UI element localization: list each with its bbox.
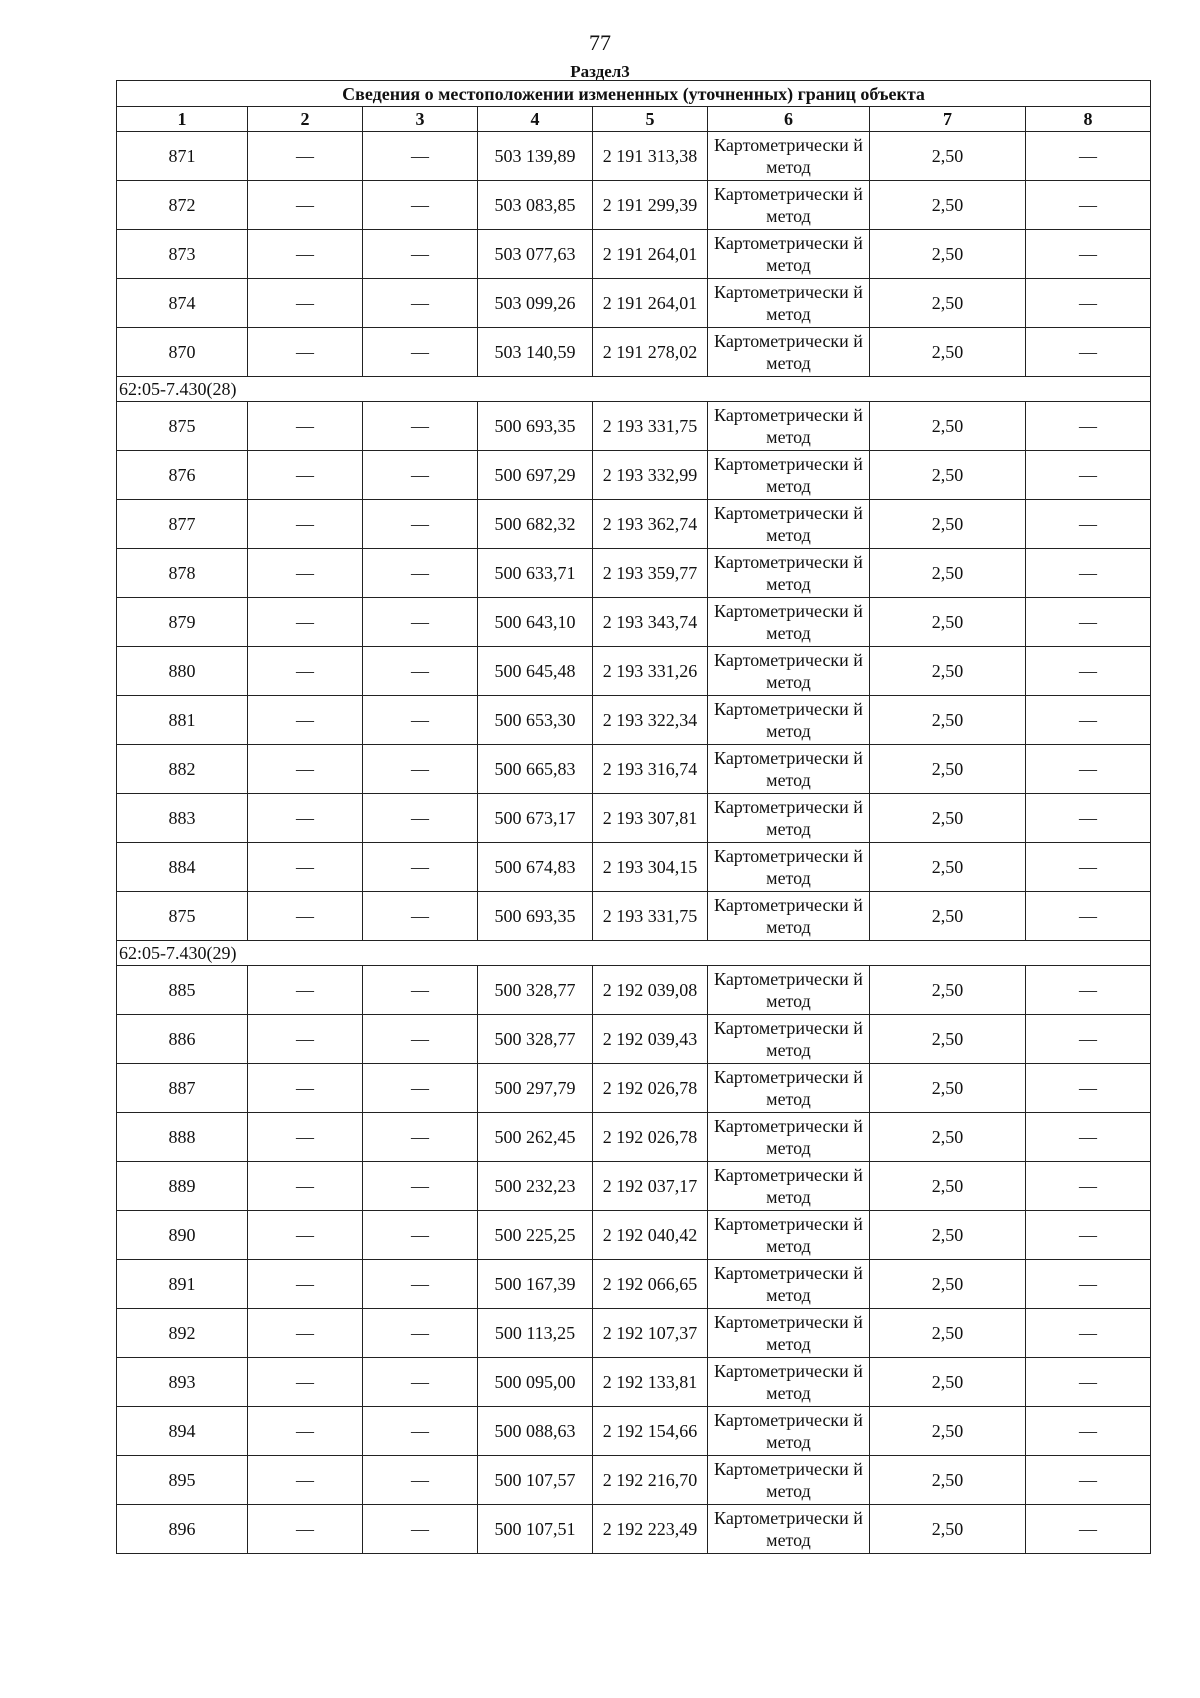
y-coordinate-cell: 2 193 362,74 xyxy=(593,500,708,549)
accuracy-cell: 2,50 xyxy=(870,402,1026,451)
accuracy-cell: 2,50 xyxy=(870,549,1026,598)
point-number-cell: 883 xyxy=(117,794,248,843)
table-row xyxy=(117,1113,1151,1162)
y-coordinate-cell: 2 192 154,66 xyxy=(593,1407,708,1456)
col8-cell: — xyxy=(1026,500,1151,549)
col8-cell: — xyxy=(1026,1358,1151,1407)
col3-cell: — xyxy=(363,1358,478,1407)
col3-cell: — xyxy=(363,1505,478,1554)
table-row xyxy=(117,696,1151,745)
x-coordinate-cell: 503 099,26 xyxy=(478,279,593,328)
y-coordinate-cell: 2 192 066,65 xyxy=(593,1260,708,1309)
col2-cell: — xyxy=(248,328,363,377)
col8-cell: — xyxy=(1026,1260,1151,1309)
col3-cell: — xyxy=(363,279,478,328)
col3-cell: — xyxy=(363,1162,478,1211)
method-cell: Картометрически й метод xyxy=(708,966,870,1015)
x-coordinate-cell: 500 693,35 xyxy=(478,402,593,451)
col2-cell: — xyxy=(248,598,363,647)
table-row xyxy=(117,279,1151,328)
col2-cell: — xyxy=(248,181,363,230)
accuracy-cell: 2,50 xyxy=(870,132,1026,181)
method-cell: Картометрически й метод xyxy=(708,647,870,696)
table-row xyxy=(117,966,1151,1015)
y-coordinate-cell: 2 192 037,17 xyxy=(593,1162,708,1211)
y-coordinate-cell: 2 193 331,75 xyxy=(593,402,708,451)
accuracy-cell: 2,50 xyxy=(870,230,1026,279)
col3-cell: — xyxy=(363,132,478,181)
col8-cell: — xyxy=(1026,892,1151,941)
col3-cell: — xyxy=(363,794,478,843)
col8-cell: — xyxy=(1026,1211,1151,1260)
y-coordinate-cell: 2 192 107,37 xyxy=(593,1309,708,1358)
method-cell: Картометрически й метод xyxy=(708,598,870,647)
col2-cell: — xyxy=(248,1309,363,1358)
accuracy-cell: 2,50 xyxy=(870,1162,1026,1211)
method-cell: Картометрически й метод xyxy=(708,279,870,328)
col2-cell: — xyxy=(248,892,363,941)
point-number-cell: 888 xyxy=(117,1113,248,1162)
x-coordinate-cell: 500 328,77 xyxy=(478,1015,593,1064)
cadastral-group-label: 62:05-7.430(28) xyxy=(117,377,1151,402)
x-coordinate-cell: 500 674,83 xyxy=(478,843,593,892)
col3-cell: — xyxy=(363,1064,478,1113)
accuracy-cell: 2,50 xyxy=(870,1456,1026,1505)
method-cell: Картометрически й метод xyxy=(708,181,870,230)
col2-cell: — xyxy=(248,1456,363,1505)
col2-cell: — xyxy=(248,696,363,745)
point-number-cell: 891 xyxy=(117,1260,248,1309)
y-coordinate-cell: 2 193 307,81 xyxy=(593,794,708,843)
col2-cell: — xyxy=(248,1211,363,1260)
accuracy-cell: 2,50 xyxy=(870,1358,1026,1407)
point-number-cell: 872 xyxy=(117,181,248,230)
x-coordinate-cell: 500 653,30 xyxy=(478,696,593,745)
y-coordinate-cell: 2 193 359,77 xyxy=(593,549,708,598)
method-cell: Картометрически й метод xyxy=(708,1456,870,1505)
col8-cell: — xyxy=(1026,451,1151,500)
col8-cell: — xyxy=(1026,132,1151,181)
table-row xyxy=(117,1309,1151,1358)
column-header: 6 xyxy=(708,107,870,132)
y-coordinate-cell: 2 191 278,02 xyxy=(593,328,708,377)
col2-cell: — xyxy=(248,966,363,1015)
y-coordinate-cell: 2 192 039,43 xyxy=(593,1015,708,1064)
y-coordinate-cell: 2 191 313,38 xyxy=(593,132,708,181)
col8-cell: — xyxy=(1026,181,1151,230)
col3-cell: — xyxy=(363,1456,478,1505)
col3-cell: — xyxy=(363,892,478,941)
column-header: 1 xyxy=(117,107,248,132)
x-coordinate-cell: 500 167,39 xyxy=(478,1260,593,1309)
col2-cell: — xyxy=(248,647,363,696)
method-cell: Картометрически й метод xyxy=(708,696,870,745)
point-number-cell: 896 xyxy=(117,1505,248,1554)
col8-cell: — xyxy=(1026,549,1151,598)
table-row xyxy=(117,1407,1151,1456)
col3-cell: — xyxy=(363,696,478,745)
y-coordinate-cell: 2 192 026,78 xyxy=(593,1113,708,1162)
col3-cell: — xyxy=(363,745,478,794)
table-row xyxy=(117,647,1151,696)
y-coordinate-cell: 2 191 264,01 xyxy=(593,230,708,279)
accuracy-cell: 2,50 xyxy=(870,1309,1026,1358)
col2-cell: — xyxy=(248,1358,363,1407)
col2-cell: — xyxy=(248,1407,363,1456)
y-coordinate-cell: 2 193 332,99 xyxy=(593,451,708,500)
group-header-row xyxy=(117,377,1151,402)
point-number-cell: 880 xyxy=(117,647,248,696)
y-coordinate-cell: 2 192 040,42 xyxy=(593,1211,708,1260)
accuracy-cell: 2,50 xyxy=(870,745,1026,794)
point-number-cell: 876 xyxy=(117,451,248,500)
col2-cell: — xyxy=(248,132,363,181)
x-coordinate-cell: 500 665,83 xyxy=(478,745,593,794)
table-body xyxy=(117,132,1151,1554)
y-coordinate-cell: 2 191 264,01 xyxy=(593,279,708,328)
method-cell: Картометрически й метод xyxy=(708,1113,870,1162)
method-cell: Картометрически й метод xyxy=(708,1015,870,1064)
table-row xyxy=(117,843,1151,892)
column-header: 5 xyxy=(593,107,708,132)
boundary-coordinates-table xyxy=(116,80,1151,1554)
method-cell: Картометрически й метод xyxy=(708,1358,870,1407)
accuracy-cell: 2,50 xyxy=(870,1407,1026,1456)
point-number-cell: 871 xyxy=(117,132,248,181)
col8-cell: — xyxy=(1026,402,1151,451)
col3-cell: — xyxy=(363,328,478,377)
col2-cell: — xyxy=(248,549,363,598)
col3-cell: — xyxy=(363,843,478,892)
col8-cell: — xyxy=(1026,647,1151,696)
y-coordinate-cell: 2 192 026,78 xyxy=(593,1064,708,1113)
col2-cell: — xyxy=(248,1162,363,1211)
y-coordinate-cell: 2 192 223,49 xyxy=(593,1505,708,1554)
col2-cell: — xyxy=(248,500,363,549)
method-cell: Картометрически й метод xyxy=(708,230,870,279)
method-cell: Картометрически й метод xyxy=(708,1309,870,1358)
method-cell: Картометрически й метод xyxy=(708,843,870,892)
table-row xyxy=(117,1358,1151,1407)
col8-cell: — xyxy=(1026,843,1151,892)
col2-cell: — xyxy=(248,794,363,843)
y-coordinate-cell: 2 193 331,75 xyxy=(593,892,708,941)
x-coordinate-cell: 500 225,25 xyxy=(478,1211,593,1260)
x-coordinate-cell: 500 645,48 xyxy=(478,647,593,696)
y-coordinate-cell: 2 193 316,74 xyxy=(593,745,708,794)
col3-cell: — xyxy=(363,1211,478,1260)
table-row xyxy=(117,1015,1151,1064)
point-number-cell: 873 xyxy=(117,230,248,279)
point-number-cell: 870 xyxy=(117,328,248,377)
point-number-cell: 875 xyxy=(117,402,248,451)
col3-cell: — xyxy=(363,598,478,647)
point-number-cell: 887 xyxy=(117,1064,248,1113)
point-number-cell: 884 xyxy=(117,843,248,892)
accuracy-cell: 2,50 xyxy=(870,328,1026,377)
x-coordinate-cell: 500 682,32 xyxy=(478,500,593,549)
method-cell: Картометрически й метод xyxy=(708,132,870,181)
col8-cell: — xyxy=(1026,1113,1151,1162)
table-row xyxy=(117,402,1151,451)
y-coordinate-cell: 2 193 304,15 xyxy=(593,843,708,892)
table-row xyxy=(117,794,1151,843)
point-number-cell: 875 xyxy=(117,892,248,941)
table-row xyxy=(117,549,1151,598)
column-number-row xyxy=(117,107,1151,132)
column-header: 4 xyxy=(478,107,593,132)
col8-cell: — xyxy=(1026,230,1151,279)
col3-cell: — xyxy=(363,1260,478,1309)
col8-cell: — xyxy=(1026,1309,1151,1358)
method-cell: Картометрически й метод xyxy=(708,892,870,941)
col8-cell: — xyxy=(1026,1162,1151,1211)
x-coordinate-cell: 500 643,10 xyxy=(478,598,593,647)
method-cell: Картометрически й метод xyxy=(708,1064,870,1113)
accuracy-cell: 2,50 xyxy=(870,696,1026,745)
method-cell: Картометрически й метод xyxy=(708,1407,870,1456)
x-coordinate-cell: 503 140,59 xyxy=(478,328,593,377)
col2-cell: — xyxy=(248,230,363,279)
method-cell: Картометрически й метод xyxy=(708,328,870,377)
x-coordinate-cell: 500 633,71 xyxy=(478,549,593,598)
col3-cell: — xyxy=(363,1113,478,1162)
y-coordinate-cell: 2 192 133,81 xyxy=(593,1358,708,1407)
cadastral-group-label: 62:05-7.430(29) xyxy=(117,941,1151,966)
x-coordinate-cell: 503 077,63 xyxy=(478,230,593,279)
col2-cell: — xyxy=(248,279,363,328)
x-coordinate-cell: 500 107,57 xyxy=(478,1456,593,1505)
accuracy-cell: 2,50 xyxy=(870,843,1026,892)
accuracy-cell: 2,50 xyxy=(870,647,1026,696)
point-number-cell: 886 xyxy=(117,1015,248,1064)
col2-cell: — xyxy=(248,1113,363,1162)
x-coordinate-cell: 500 262,45 xyxy=(478,1113,593,1162)
x-coordinate-cell: 500 232,23 xyxy=(478,1162,593,1211)
x-coordinate-cell: 500 088,63 xyxy=(478,1407,593,1456)
x-coordinate-cell: 500 697,29 xyxy=(478,451,593,500)
table-row xyxy=(117,132,1151,181)
col3-cell: — xyxy=(363,500,478,549)
point-number-cell: 885 xyxy=(117,966,248,1015)
table-row xyxy=(117,181,1151,230)
x-coordinate-cell: 500 693,35 xyxy=(478,892,593,941)
accuracy-cell: 2,50 xyxy=(870,1015,1026,1064)
method-cell: Картометрически й метод xyxy=(708,1260,870,1309)
accuracy-cell: 2,50 xyxy=(870,1505,1026,1554)
col3-cell: — xyxy=(363,1015,478,1064)
x-coordinate-cell: 500 107,51 xyxy=(478,1505,593,1554)
x-coordinate-cell: 503 139,89 xyxy=(478,132,593,181)
col8-cell: — xyxy=(1026,696,1151,745)
method-cell: Картометрически й метод xyxy=(708,402,870,451)
point-number-cell: 874 xyxy=(117,279,248,328)
col8-cell: — xyxy=(1026,966,1151,1015)
column-header: 7 xyxy=(870,107,1026,132)
col8-cell: — xyxy=(1026,745,1151,794)
accuracy-cell: 2,50 xyxy=(870,1260,1026,1309)
point-number-cell: 890 xyxy=(117,1211,248,1260)
col8-cell: — xyxy=(1026,1456,1151,1505)
col3-cell: — xyxy=(363,647,478,696)
y-coordinate-cell: 2 191 299,39 xyxy=(593,181,708,230)
table-row xyxy=(117,451,1151,500)
x-coordinate-cell: 500 328,77 xyxy=(478,966,593,1015)
x-coordinate-cell: 500 113,25 xyxy=(478,1309,593,1358)
col8-cell: — xyxy=(1026,794,1151,843)
table-row xyxy=(117,500,1151,549)
point-number-cell: 878 xyxy=(117,549,248,598)
column-header: 2 xyxy=(248,107,363,132)
col3-cell: — xyxy=(363,549,478,598)
table-row xyxy=(117,1456,1151,1505)
accuracy-cell: 2,50 xyxy=(870,451,1026,500)
col3-cell: — xyxy=(363,1407,478,1456)
x-coordinate-cell: 500 095,00 xyxy=(478,1358,593,1407)
y-coordinate-cell: 2 193 322,34 xyxy=(593,696,708,745)
col3-cell: — xyxy=(363,1309,478,1358)
accuracy-cell: 2,50 xyxy=(870,966,1026,1015)
table-row xyxy=(117,892,1151,941)
method-cell: Картометрически й метод xyxy=(708,549,870,598)
table-row xyxy=(117,328,1151,377)
col8-cell: — xyxy=(1026,1505,1151,1554)
col2-cell: — xyxy=(248,1015,363,1064)
point-number-cell: 879 xyxy=(117,598,248,647)
col8-cell: — xyxy=(1026,1015,1151,1064)
col8-cell: — xyxy=(1026,328,1151,377)
point-number-cell: 895 xyxy=(117,1456,248,1505)
point-number-cell: 882 xyxy=(117,745,248,794)
method-cell: Картометрически й метод xyxy=(708,500,870,549)
point-number-cell: 894 xyxy=(117,1407,248,1456)
col2-cell: — xyxy=(248,1505,363,1554)
col2-cell: — xyxy=(248,843,363,892)
col8-cell: — xyxy=(1026,279,1151,328)
method-cell: Картометрически й метод xyxy=(708,1505,870,1554)
page-number: 77 xyxy=(589,30,611,55)
x-coordinate-cell: 500 673,17 xyxy=(478,794,593,843)
method-cell: Картометрически й метод xyxy=(708,794,870,843)
col2-cell: — xyxy=(248,451,363,500)
col8-cell: — xyxy=(1026,598,1151,647)
x-coordinate-cell: 503 083,85 xyxy=(478,181,593,230)
point-number-cell: 889 xyxy=(117,1162,248,1211)
point-number-cell: 892 xyxy=(117,1309,248,1358)
accuracy-cell: 2,50 xyxy=(870,892,1026,941)
point-number-cell: 881 xyxy=(117,696,248,745)
col2-cell: — xyxy=(248,745,363,794)
y-coordinate-cell: 2 192 039,08 xyxy=(593,966,708,1015)
col3-cell: — xyxy=(363,966,478,1015)
table-row xyxy=(117,1162,1151,1211)
table-caption: Сведения о местоположении измененных (уточненных) границ объекта xyxy=(117,81,1151,107)
table-row xyxy=(117,1260,1151,1309)
accuracy-cell: 2,50 xyxy=(870,794,1026,843)
col3-cell: — xyxy=(363,402,478,451)
point-number-cell: 893 xyxy=(117,1358,248,1407)
group-header-row xyxy=(117,941,1151,966)
col3-cell: — xyxy=(363,181,478,230)
accuracy-cell: 2,50 xyxy=(870,1113,1026,1162)
table-row xyxy=(117,1064,1151,1113)
table-row xyxy=(117,230,1151,279)
accuracy-cell: 2,50 xyxy=(870,181,1026,230)
col3-cell: — xyxy=(363,451,478,500)
accuracy-cell: 2,50 xyxy=(870,1211,1026,1260)
method-cell: Картометрически й метод xyxy=(708,745,870,794)
y-coordinate-cell: 2 193 343,74 xyxy=(593,598,708,647)
col8-cell: — xyxy=(1026,1407,1151,1456)
table-row xyxy=(117,1505,1151,1554)
column-header: 8 xyxy=(1026,107,1151,132)
method-cell: Картометрически й метод xyxy=(708,1162,870,1211)
accuracy-cell: 2,50 xyxy=(870,279,1026,328)
column-header: 3 xyxy=(363,107,478,132)
col8-cell: — xyxy=(1026,1064,1151,1113)
method-cell: Картометрически й метод xyxy=(708,451,870,500)
x-coordinate-cell: 500 297,79 xyxy=(478,1064,593,1113)
table-row xyxy=(117,745,1151,794)
table-row xyxy=(117,598,1151,647)
accuracy-cell: 2,50 xyxy=(870,500,1026,549)
y-coordinate-cell: 2 193 331,26 xyxy=(593,647,708,696)
section-title: Раздел3 xyxy=(570,62,630,81)
method-cell: Картометрически й метод xyxy=(708,1211,870,1260)
accuracy-cell: 2,50 xyxy=(870,1064,1026,1113)
table-row xyxy=(117,1211,1151,1260)
col2-cell: — xyxy=(248,1064,363,1113)
col2-cell: — xyxy=(248,402,363,451)
y-coordinate-cell: 2 192 216,70 xyxy=(593,1456,708,1505)
col3-cell: — xyxy=(363,230,478,279)
col2-cell: — xyxy=(248,1260,363,1309)
accuracy-cell: 2,50 xyxy=(870,598,1026,647)
point-number-cell: 877 xyxy=(117,500,248,549)
